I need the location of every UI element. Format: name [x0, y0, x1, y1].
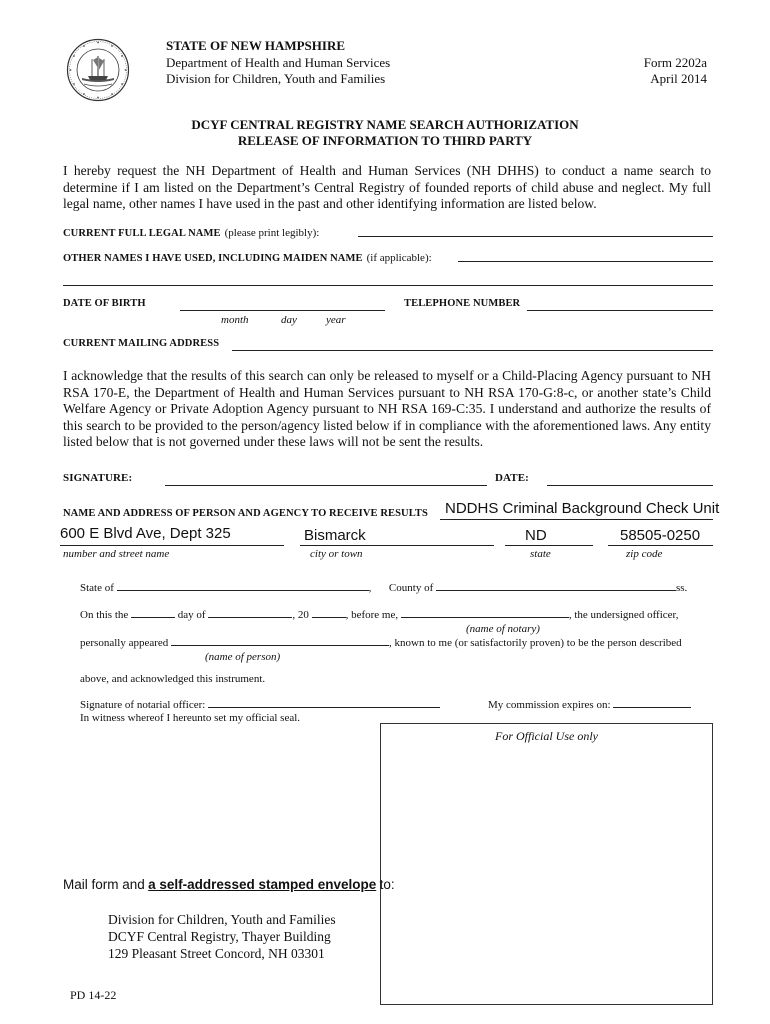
dob-year-caption: year	[326, 314, 346, 326]
other-names-field[interactable]	[458, 261, 713, 262]
notary-state-county-row: State of , County of ss.	[80, 582, 688, 594]
notary-state-field[interactable]	[117, 590, 369, 591]
phone-label: TELEPHONE NUMBER	[404, 298, 521, 309]
intro-paragraph: I hereby request the NH Department of Health and Human Services (NH DHHS) to conduct a name search to determine if I am listed on the Department’s Central Registry of founded reports of child abuse and neglect. My full legal name, other names I have used in the past and other identifying information are listed below.	[63, 163, 711, 212]
state-seal-logo	[66, 38, 130, 102]
commission-label: My commission expires on:	[488, 699, 611, 711]
form-title-line2: RELEASE OF INFORMATION TO THIRD PARTY	[237, 133, 533, 148]
ss-label: ss.	[675, 582, 688, 594]
date-label: DATE:	[495, 472, 529, 484]
recipient-zip-line	[608, 545, 713, 546]
recipient-state-value[interactable]: ND	[525, 527, 547, 544]
signature-label: SIGNATURE:	[63, 472, 133, 484]
mail-address-line1: Division for Children, Youth and Families	[108, 912, 336, 927]
officer-signature-field[interactable]	[208, 707, 440, 708]
street-caption: number and street name	[63, 548, 170, 560]
mail-envelope: a self-addressed stamped envelope	[148, 877, 377, 892]
dob-day-caption: day	[281, 314, 297, 326]
notary-year-field[interactable]	[312, 617, 346, 618]
mail-address-block	[108, 911, 336, 962]
recipient-street-line	[60, 545, 284, 546]
mail-instruction	[63, 877, 395, 893]
mail-intro: Mail form and	[63, 877, 145, 892]
legal-name-field[interactable]	[358, 236, 713, 237]
date-field[interactable]	[547, 485, 713, 486]
form-title-line1: DCYF CENTRAL REGISTRY NAME SEARCH AUTHORIZATION	[191, 117, 579, 132]
dob-field[interactable]	[180, 310, 385, 311]
notary-signature-row	[80, 699, 440, 711]
footer-code: PD 14-22	[70, 988, 117, 1002]
department-name: Department of Health and Human Services	[166, 55, 391, 70]
notary-name-field[interactable]	[401, 617, 569, 618]
form-number: Form 2202a	[643, 55, 707, 70]
witness-text: In witness whereof I hereunto set my official seal.	[80, 712, 301, 724]
twenty-label: , 20	[292, 609, 309, 621]
state-of-label: State of	[80, 582, 114, 594]
recipient-zip-value[interactable]: 58505-0250	[620, 527, 701, 544]
day-of-label: day of	[177, 609, 206, 621]
zip-caption: zip code	[626, 548, 663, 560]
city-caption: city or town	[310, 548, 363, 560]
mailing-address-label: CURRENT MAILING ADDRESS	[63, 338, 220, 349]
state-caption: state	[530, 548, 551, 560]
recipient-label: NAME AND ADDRESS OF PERSON AND AGENCY TO RECEIVE RESULTS	[63, 508, 428, 519]
notary-person-row	[80, 637, 682, 649]
division-name: Division for Children, Youth and Families	[166, 71, 386, 86]
acknowledgement-paragraph: I acknowledge that the results of this search can only be released to myself or a Child-Placing Agency pursuant to NH RSA 170-E, the Department of Health and Human Services pursuant to NH RSA 170-G:8-c, or another state’s Child Welfare Agency or Private Adoption Agency pursuant to NH RSA 169-C:35. I understand and authorize the results of this search to be provided to the person/agency listed below if in compliance with the aforementioned laws. Any entity listed below that is not governed under these laws will not be sent the results.	[63, 368, 711, 450]
before-me-label: , before me,	[345, 609, 399, 621]
official-use-label: For Official Use only	[495, 729, 598, 743]
dob-month-caption: month	[221, 314, 249, 326]
commission-field[interactable]	[613, 707, 691, 708]
mail-address-line2: DCYF Central Registry, Thayer Building	[108, 929, 331, 944]
other-names-label: OTHER NAMES I HAVE USED, INCLUDING MAIDEN NAME	[63, 253, 363, 264]
recipient-city-value[interactable]: Bismarck	[304, 527, 366, 544]
form-date: April 2014	[650, 71, 707, 86]
recipient-street-value[interactable]: 600 E Blvd Ave, Dept 325	[60, 525, 231, 542]
mailing-address-field[interactable]	[232, 350, 713, 351]
state-name: STATE OF NEW HAMPSHIRE	[166, 38, 346, 53]
acknowledged-text: above, and acknowledged this instrument.	[80, 673, 266, 685]
notary-month-field[interactable]	[208, 617, 292, 618]
notary-day-field[interactable]	[131, 617, 175, 618]
on-this-label: On this the	[80, 609, 129, 621]
other-names-label-group	[63, 248, 432, 266]
legal-name-label: CURRENT FULL LEGAL NAME	[63, 228, 221, 239]
official-use-box	[380, 723, 713, 1005]
known-to-me-label: , known to me (or satisfactorily proven) to be the person described	[389, 637, 682, 649]
other-names-field-2[interactable]	[63, 285, 713, 286]
notary-county-field[interactable]	[436, 590, 676, 591]
undersigned-label: , the undersigned officer,	[568, 609, 679, 621]
legal-name-label-group	[63, 223, 319, 241]
commission-row	[488, 699, 691, 711]
mail-address-line3: 129 Pleasant Street Concord, NH 03301	[108, 946, 325, 961]
notary-date-row	[80, 609, 678, 621]
recipient-state-line	[505, 545, 593, 546]
recipient-city-line	[300, 545, 494, 546]
signature-field[interactable]	[165, 485, 487, 486]
recipient-name-line	[440, 519, 713, 520]
phone-field[interactable]	[527, 310, 713, 311]
county-of-label: County of	[388, 582, 434, 594]
name-of-notary-caption: (name of notary)	[466, 623, 540, 635]
officer-signature-label: Signature of notarial officer:	[80, 699, 206, 711]
dob-label: DATE OF BIRTH	[63, 298, 146, 309]
legal-name-note: (please print legibly):	[224, 227, 320, 239]
other-names-note: (if applicable):	[366, 252, 432, 264]
name-of-person-caption: (name of person)	[205, 651, 281, 663]
notary-person-field[interactable]	[171, 645, 389, 646]
mail-to: to:	[379, 877, 395, 892]
recipient-name-value[interactable]: NDDHS Criminal Background Check Unit	[445, 500, 720, 517]
personally-appeared-label: personally appeared	[80, 637, 169, 649]
